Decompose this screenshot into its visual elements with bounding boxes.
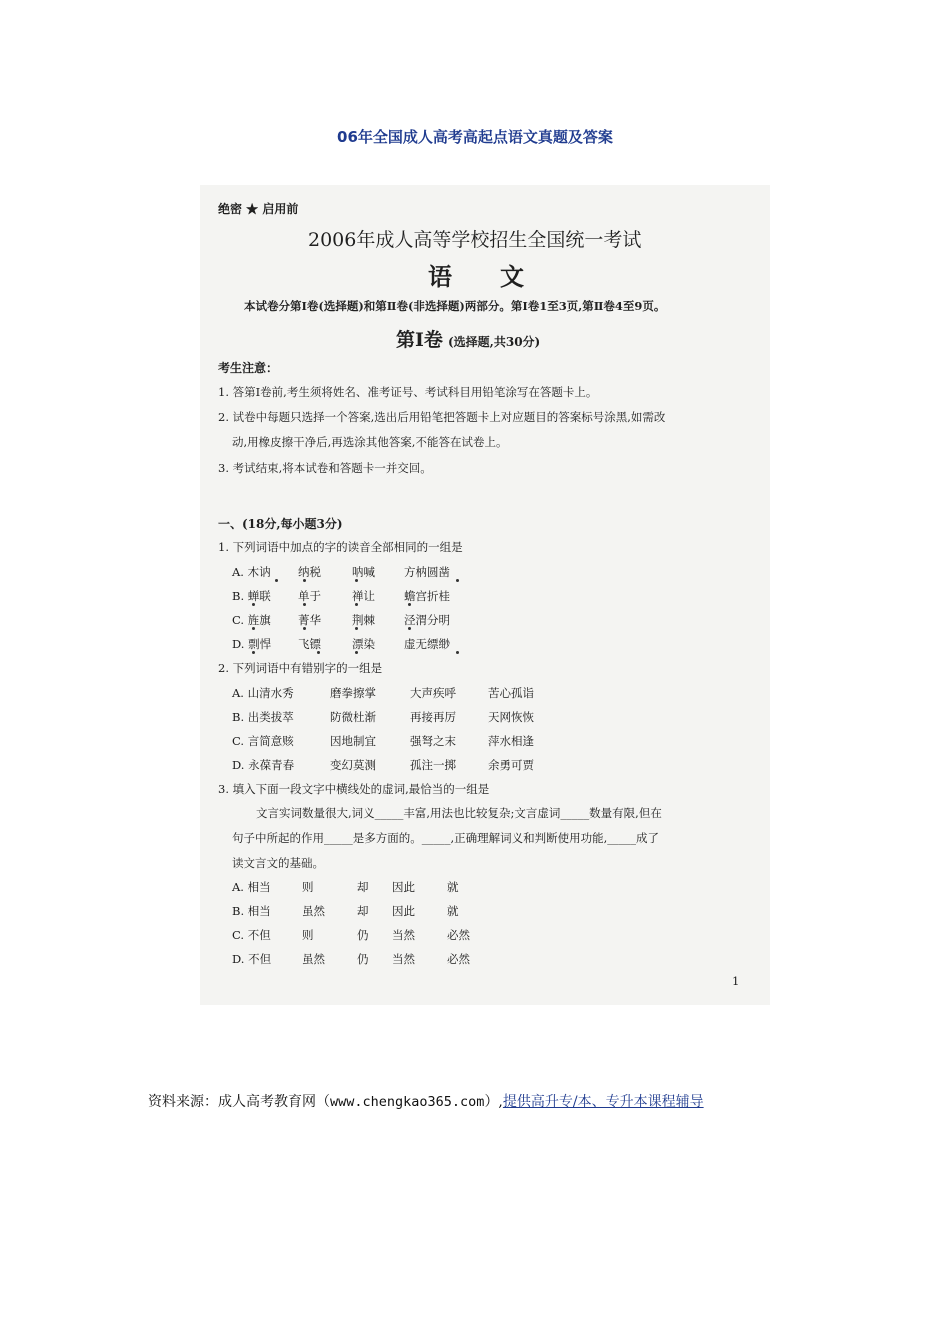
option-word: 磨拳擦掌 bbox=[330, 686, 376, 700]
option-word: 当然 bbox=[392, 928, 415, 942]
emphasis-dot bbox=[355, 651, 358, 654]
option-word: 虽然 bbox=[302, 952, 325, 966]
option-word: A. 相当 bbox=[232, 880, 271, 894]
option-word: 虚无缥缈 bbox=[404, 637, 450, 651]
secret-mark: 绝密 ★ 启用前 bbox=[218, 202, 299, 216]
scanned-exam-page bbox=[200, 185, 770, 1005]
emphasis-dot bbox=[275, 579, 278, 582]
option-word: A. 山清水秀 bbox=[232, 686, 294, 700]
option-word: 就 bbox=[447, 880, 459, 894]
notice-title: 考生注意： bbox=[218, 361, 279, 375]
option-word: C. 不但 bbox=[232, 928, 271, 942]
source-line bbox=[148, 1091, 704, 1111]
option-word: 变幻莫测 bbox=[330, 758, 376, 772]
option-word: 仍 bbox=[357, 928, 369, 942]
exam-main-title: 2006年成人高等学校招生全国统一考试 bbox=[308, 229, 642, 251]
emphasis-dot bbox=[303, 627, 306, 630]
emphasis-dot bbox=[355, 603, 358, 606]
option-word: 却 bbox=[357, 904, 369, 918]
notice-item: 动,用橡皮擦干净后,再选涂其他答案,不能答在试卷上。 bbox=[232, 435, 508, 449]
option-word: 因此 bbox=[392, 904, 415, 918]
option-word: 漂染 bbox=[352, 637, 375, 651]
option-word: 天网恢恢 bbox=[488, 710, 534, 724]
option-word: C. 旌旗 bbox=[232, 613, 271, 627]
notice-item: 3. 考试结束,将本试卷和答题卡一并交回。 bbox=[218, 461, 432, 475]
emphasis-dot bbox=[252, 627, 255, 630]
question-2-stem: 2. 下列词语中有错别字的一组是 bbox=[218, 661, 383, 675]
source-site: www.chengkao365.com bbox=[330, 1094, 485, 1110]
emphasis-dot bbox=[252, 603, 255, 606]
emphasis-dot bbox=[456, 579, 459, 582]
emphasis-dot bbox=[317, 651, 320, 654]
emphasis-dot bbox=[355, 627, 358, 630]
source-prefix: 资料来源：成人高考教育网（ bbox=[148, 1094, 330, 1110]
option-word: B. 出类拔萃 bbox=[232, 710, 294, 724]
option-word: 却 bbox=[357, 880, 369, 894]
option-word: 飞镖 bbox=[298, 637, 321, 651]
notice-item: 1. 答第Ⅰ卷前,考生须将姓名、准考证号、考试科目用铅笔涂写在答题卡上。 bbox=[218, 385, 598, 399]
emphasis-dot bbox=[303, 603, 306, 606]
option-word: 强弩之末 bbox=[410, 734, 456, 748]
option-word: C. 言简意赅 bbox=[232, 734, 294, 748]
option-word: 当然 bbox=[392, 952, 415, 966]
exam-subject: 语 文 bbox=[428, 262, 524, 291]
option-word: B. 相当 bbox=[232, 904, 271, 918]
emphasis-dot bbox=[408, 603, 411, 606]
option-word: 必然 bbox=[447, 952, 470, 966]
option-word: 必然 bbox=[447, 928, 470, 942]
emphasis-dot bbox=[408, 627, 411, 630]
option-word: 荆棘 bbox=[352, 613, 375, 627]
option-word: 因此 bbox=[392, 880, 415, 894]
document-title: 06年全国成人高考高起点语文真题及答案 bbox=[337, 128, 613, 146]
option-word: 单于 bbox=[298, 589, 321, 603]
option-word: 再接再厉 bbox=[410, 710, 456, 724]
notice-item: 2. 试卷中每题只选择一个答案,选出后用铅笔把答题卡上对应题目的答案标号涂黑,如需改 bbox=[218, 410, 666, 424]
option-word: 仍 bbox=[357, 952, 369, 966]
part-title: 第Ⅰ卷 bbox=[396, 329, 443, 351]
part-heading bbox=[396, 325, 540, 352]
option-word: 虽然 bbox=[302, 904, 325, 918]
option-word: D. 不但 bbox=[232, 952, 272, 966]
option-word: 萍水相逢 bbox=[488, 734, 534, 748]
option-word: 菁华 bbox=[298, 613, 321, 627]
option-word: 呐喊 bbox=[352, 565, 375, 579]
option-word: 禅让 bbox=[352, 589, 375, 603]
option-word: 余勇可贾 bbox=[488, 758, 534, 772]
option-word: 就 bbox=[447, 904, 459, 918]
emphasis-dot bbox=[303, 579, 306, 582]
option-word: A. 木讷 bbox=[232, 565, 271, 579]
option-word: 孤注一掷 bbox=[410, 758, 456, 772]
option-word: 防微杜渐 bbox=[330, 710, 376, 724]
emphasis-dot bbox=[355, 579, 358, 582]
option-word: 大声疾呼 bbox=[410, 686, 456, 700]
option-word: 因地制宜 bbox=[330, 734, 376, 748]
option-word: 纳税 bbox=[298, 565, 321, 579]
emphasis-dot bbox=[456, 651, 459, 654]
exam-intro: 本试卷分第Ⅰ卷(选择题)和第Ⅱ卷(非选择题)两部分。第Ⅰ卷1至3页,第Ⅱ卷4至9页。 bbox=[244, 299, 666, 313]
source-suffix: ）, bbox=[484, 1094, 503, 1110]
question-3-passage-line: 读文言文的基础。 bbox=[232, 856, 324, 870]
option-word: 则 bbox=[302, 880, 314, 894]
page-number: 1 bbox=[732, 974, 740, 988]
option-word: B. 蝉联 bbox=[232, 589, 271, 603]
question-3-passage-line: 句子中所起的作用_____是多方面的。_____,正确理解词义和判断使用功能,_____成了 bbox=[232, 831, 660, 845]
section-title: 一、(18分,每小题3分) bbox=[218, 517, 343, 531]
option-word: 方枘圆凿 bbox=[404, 565, 450, 579]
option-word: 泾渭分明 bbox=[404, 613, 450, 627]
question-1-stem: 1. 下列词语中加点的字的读音全部相同的一组是 bbox=[218, 540, 463, 554]
emphasis-dot bbox=[252, 651, 255, 654]
course-link[interactable]: 提供高升专/本、专升本课程辅导 bbox=[502, 1094, 704, 1110]
part-subtitle: (选择题,共30分) bbox=[447, 335, 541, 349]
option-word: 蟾宫折桂 bbox=[404, 589, 450, 603]
option-word: D. 永葆青春 bbox=[232, 758, 295, 772]
option-word: 则 bbox=[302, 928, 314, 942]
option-word: 苦心孤诣 bbox=[488, 686, 534, 700]
question-3-passage-line: 文言实词数量很大,词义_____丰富,用法也比较复杂;文言虚词_____数量有限,但在 bbox=[256, 806, 662, 820]
question-3-stem: 3. 填入下面一段文字中横线处的虚词,最恰当的一组是 bbox=[218, 782, 490, 796]
option-word: D. 剽悍 bbox=[232, 637, 272, 651]
